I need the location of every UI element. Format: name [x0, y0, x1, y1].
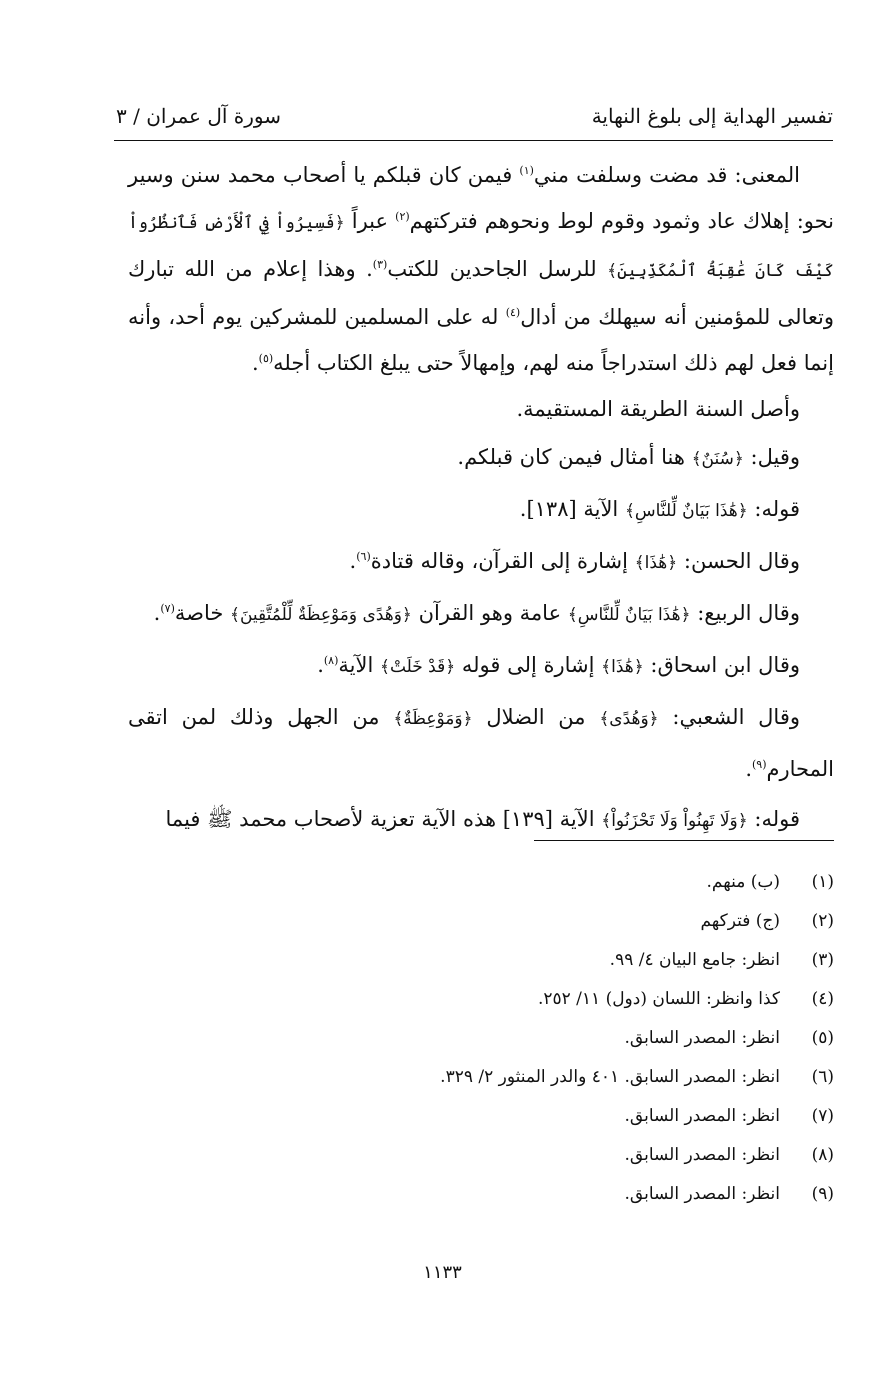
text-run: هنا أمثال فيمن كان قبلكم.	[457, 445, 692, 469]
footnote-item	[128, 1096, 834, 1135]
footnote-item	[128, 862, 834, 901]
text-run: .	[745, 757, 752, 781]
page-number: ١١٣٣	[423, 1262, 462, 1283]
quran-quote: ﴿هَٰذَا﴾	[634, 553, 678, 573]
surah-label: سورة آل عمران / ٣	[116, 104, 282, 128]
footnote-item	[128, 1018, 834, 1057]
footnotes	[128, 862, 834, 1213]
text-run: عامة وهو القرآن	[411, 601, 568, 625]
text-run: الآية [١٣٩] هذه الآية تعزية لأصحاب محمد ﷺ فيما	[165, 807, 602, 831]
footnote-ref: (٥)	[258, 352, 274, 365]
text-run: قوله:	[747, 497, 800, 521]
paragraph-qila	[128, 432, 834, 484]
paragraph-ibn-ishaq	[128, 640, 834, 692]
main-text	[128, 152, 834, 846]
quran-quote: ﴿هَٰذَا بَيَانٌ لِّلنَّاسِ﴾	[567, 605, 691, 625]
text-run: من الجهل وذلك لمن اتقى المحارم	[128, 705, 834, 781]
book-title: تفسير الهداية إلى بلوغ النهاية	[591, 104, 833, 128]
text-run: .	[317, 653, 324, 677]
text-run: وقيل:	[743, 445, 800, 469]
footnote-ref: (٨)	[323, 654, 339, 667]
quran-quote: ﴿فَسِيرُواْ فِي ٱلْأَرْضِ فَٱنظُرُواْ كَيْفَ كَانَ عَٰقِبَةُ ٱلْمُكَذِّبِينَ﴾	[128, 213, 835, 281]
footnote-ref: (٤)	[505, 306, 521, 319]
text-run: وقال ابن اسحاق:	[643, 653, 800, 677]
paragraph-sunnah	[128, 386, 834, 432]
running-header	[116, 96, 833, 136]
quran-quote: ﴿هَٰذَا﴾	[601, 657, 644, 677]
footnote-number: (٤)	[811, 988, 834, 1009]
quran-quote: ﴿سُنَنٌ﴾	[691, 449, 744, 469]
footnote-ref: (٢)	[395, 210, 410, 223]
footnote-ref: (٧)	[160, 602, 175, 615]
footnote-number: (٧)	[811, 1105, 834, 1126]
text-run: عبراً	[344, 209, 396, 233]
footnote-ref: (٣)	[372, 258, 388, 271]
footnote-number: (٥)	[811, 1027, 834, 1048]
text-run: وقال الحسن:	[677, 549, 800, 573]
text-run: قوله:	[747, 807, 800, 831]
paragraph-verse-139	[128, 794, 834, 846]
footnote-item	[128, 901, 834, 940]
paragraph-shabi	[128, 692, 834, 794]
paragraph-meaning	[128, 152, 834, 386]
text-run: المعنى: قد مضت وسلفت مني	[533, 163, 800, 187]
footnote-item	[128, 1174, 834, 1213]
footnote-number: (٦)	[811, 1066, 834, 1087]
footnote-item	[128, 940, 834, 979]
text-run: وقال الشعبي:	[658, 705, 801, 729]
footnote-item	[128, 1057, 834, 1096]
text-run: .	[251, 351, 259, 375]
quran-quote: ﴿قَدْ خَلَتْ﴾	[379, 657, 456, 677]
text-run: الآية [١٣٨].	[519, 497, 625, 521]
text-run: للرسل الجاحدين للكتب	[387, 257, 608, 281]
quran-quote: ﴿وَهُدًى﴾	[599, 709, 659, 729]
footnote-separator	[534, 840, 834, 841]
text-run: إشارة إلى قوله	[455, 653, 602, 677]
header-rule	[114, 140, 833, 141]
text-run: .	[349, 549, 357, 573]
text-run: له على المسلمين للمشركين يوم أحد، وأنه إنما فعل لهم ذلك استدراجاً منه لهم، وإمهالاً حتى يبلغ الكتاب أجله	[128, 305, 834, 375]
footnote-ref: (٩)	[752, 758, 767, 771]
text-run: وأصل السنة الطريقة المستقيمة.	[516, 397, 800, 421]
footnote-ref: (٦)	[356, 550, 371, 563]
footnote-item	[128, 979, 834, 1018]
footnote-ref: (١)	[519, 164, 534, 177]
quran-quote: ﴿وَلَا تَهِنُواْ وَلَا تَحْزَنُواْ﴾	[601, 811, 748, 831]
quran-quote: ﴿وَهُدًى وَمَوْعِظَةٌ لِّلْمُتَّقِينَ﴾	[230, 605, 412, 625]
paragraph-verse-138	[128, 484, 834, 536]
text-run: وقال الربيع:	[690, 601, 800, 625]
footnote-number: (٢)	[811, 910, 834, 931]
text-run: فيمن كان قبلكم يا أصحاب محمد سنن وسير نحو: إهلاك عاد وثمود وقوم لوط ونحوهم فتركتهم	[128, 163, 835, 233]
footnote-item	[128, 1135, 834, 1174]
text-run: إشارة إلى القرآن، وقاله قتادة	[370, 549, 635, 573]
footnote-number: (١)	[811, 871, 834, 892]
text-run: .	[153, 601, 161, 625]
text-run: . وهذا إعلام من الله تبارك وتعالى للمؤمنين أنه سيهلك من أدال	[128, 257, 834, 329]
paragraph-rabi	[128, 588, 834, 640]
quran-quote: ﴿هَٰذَا بَيَانٌ لِّلنَّاسِ﴾	[624, 501, 748, 521]
footnote-text: انظر: جامع البيان ٤/ ٩٩.	[609, 949, 780, 970]
footnote-text: (ب) منهم.	[706, 871, 780, 892]
footnote-text: انظر: المصدر السابق.	[624, 1105, 780, 1126]
footnote-number: (٣)	[811, 949, 834, 970]
footnote-number: (٩)	[811, 1183, 834, 1204]
paragraph-hasan	[128, 536, 834, 588]
quran-quote: ﴿وَمَوْعِظَةٌ﴾	[393, 709, 473, 729]
footnote-text: انظر: المصدر السابق.	[624, 1144, 780, 1165]
text-run: خاصة	[174, 601, 231, 625]
footnote-number: (٨)	[811, 1144, 834, 1165]
footnote-text: انظر: المصدر السابق. ٤٠١ والدر المنثور ٢/ ٣٢٩.	[440, 1066, 780, 1087]
footnote-text: انظر: المصدر السابق.	[624, 1027, 780, 1048]
footnote-text: كذا وانظر: اللسان (دول) ١١/ ٢٥٢.	[537, 988, 780, 1009]
text-run: الآية	[338, 653, 380, 677]
footnote-text: انظر: المصدر السابق.	[624, 1183, 780, 1204]
footnote-text: (ج) فتركهم	[700, 910, 780, 931]
text-run: من الضلال	[472, 705, 600, 729]
